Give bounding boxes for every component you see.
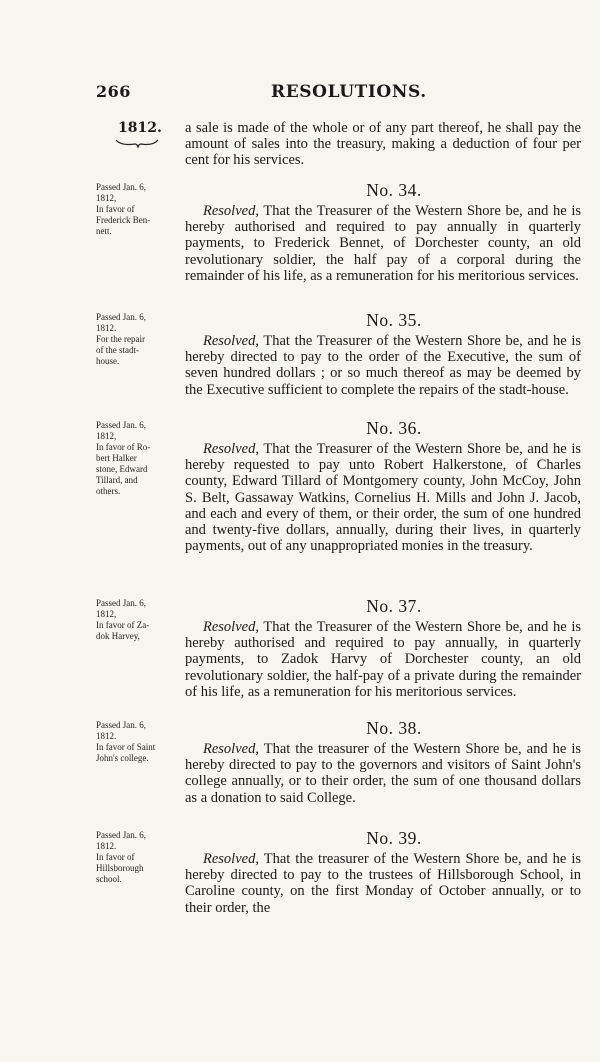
subject-line: bert Halker xyxy=(96,453,137,463)
resolution-heading: No. 35. xyxy=(366,310,422,330)
resolution-text xyxy=(185,203,581,284)
resolved-word: Resolved, xyxy=(203,203,259,219)
resolved-word: Resolved, xyxy=(203,333,259,349)
resolution-text xyxy=(185,741,581,806)
subject-line: Hillsborough xyxy=(96,863,144,873)
subject-line: In favor of Ro- xyxy=(96,442,151,452)
subject-line: school. xyxy=(96,874,122,884)
resolution-heading: No. 36. xyxy=(366,418,422,438)
passed-year: 1812. xyxy=(96,841,117,851)
year-margin-note: 1812. xyxy=(118,120,162,136)
subject-line: In favor of xyxy=(96,204,135,214)
margin-note-38 xyxy=(96,720,180,764)
passed-line: Passed Jan. 6, xyxy=(96,420,146,430)
margin-note-35 xyxy=(96,312,180,367)
margin-note-34 xyxy=(96,182,180,237)
resolution-body: That the Treasurer of the Western Shore be, and he is hereby authorised and required to pay annually, in quarterly payments, to Zadok Harvy of Dorchester county, an old revolutionary soldier, the half-pay of a private during the remainder of his life, as a remuneration for his meritorious services. xyxy=(185,619,581,700)
margin-note-39 xyxy=(96,830,180,885)
margin-note-36 xyxy=(96,420,180,497)
resolution-body: That the Treasurer of the Western Shore be, and he is hereby authorised and required to pay annually in quarterly payments, to Frederick Bennet, of Dorchester county, an old revolutionary soldier, the half pay of a corporal during the remainder of his life, as a remuneration for his meritorious services. xyxy=(185,203,581,284)
passed-line: Passed Jan. 6, xyxy=(96,312,146,322)
resolution-37 xyxy=(185,596,581,700)
resolved-word: Resolved, xyxy=(203,851,259,867)
resolution-35 xyxy=(185,310,581,398)
resolved-word: Resolved, xyxy=(203,741,259,757)
resolution-heading: No. 34. xyxy=(366,180,422,200)
passed-year: 1812, xyxy=(96,193,117,203)
resolution-heading: No. 38. xyxy=(366,718,422,738)
resolution-body: That the treasurer of the Western Shore be, and he is hereby directed to pay to the trustees of Hillsborough School, in Caroline county, on the first Monday of October annually, or to their order, the xyxy=(185,851,581,916)
resolution-text xyxy=(185,619,581,700)
subject-line: Tillard, and xyxy=(96,475,138,485)
passed-year: 1812, xyxy=(96,609,117,619)
resolution-body: That the Treasurer of the Western Shore be, and he is hereby directed to pay to the order of the Executive, the sum of seven hundred dollars ; or so much thereof as may be deemed by the Executive sufficient to complete the repairs of the stadt-house. xyxy=(185,333,581,398)
subject-line: house. xyxy=(96,356,120,366)
resolution-38 xyxy=(185,718,581,806)
resolution-body: That the Treasurer of the Western Shore be, and he is hereby requested to pay unto Robert Halkerstone, of Charles county, Edward Tillard of Montgomery county, John McCoy, John S. Belt, Gassaway Watkins, Cornelius H. Mills and John J. Jacob, and each and every of them, or their order, the sum of one hundred and twenty-five dollars, annually, during their lives, in quarterly payments, out of any unappropriated monies in the treasury. xyxy=(185,441,581,555)
passed-line: Passed Jan. 6, xyxy=(96,830,146,840)
resolution-34 xyxy=(185,180,581,284)
resolution-heading: No. 37. xyxy=(366,596,422,616)
page-number: 266 xyxy=(96,82,131,101)
resolution-39 xyxy=(185,828,581,916)
passed-line: Passed Jan. 6, xyxy=(96,182,146,192)
page-header xyxy=(96,82,566,106)
passed-line: Passed Jan. 6, xyxy=(96,720,146,730)
resolved-word: Resolved, xyxy=(203,441,259,457)
passed-year: 1812. xyxy=(96,323,117,333)
intro-paragraph-block xyxy=(185,120,581,169)
subject-line: For the repair xyxy=(96,334,145,344)
passed-year: 1812. xyxy=(96,731,117,741)
subject-line: nett. xyxy=(96,226,112,236)
subject-line: of the stadt- xyxy=(96,345,139,355)
subject-line: John's college. xyxy=(96,753,149,763)
passed-line: Passed Jan. 6, xyxy=(96,598,146,608)
subject-line: In favor of Za- xyxy=(96,620,150,630)
subject-line: In favor of xyxy=(96,852,135,862)
brace-icon xyxy=(115,138,159,148)
resolved-word: Resolved, xyxy=(203,619,259,635)
subject-line: stone, Edward xyxy=(96,464,148,474)
subject-line: In favor of Saint xyxy=(96,742,156,752)
passed-year: 1812, xyxy=(96,431,117,441)
running-title: RESOLUTIONS. xyxy=(271,82,427,102)
resolution-body: That the treasurer of the Western Shore be, and he is hereby directed to pay to the governors and visitors of Saint John's college annually, or to their order, the sum of one thousand dollars as a donation to said College. xyxy=(185,741,581,806)
intro-text: a sale is made of the whole or of any part thereof, he shall pay the amount of sales into the treasury, making a deduction of four per cent for his services. xyxy=(185,120,581,169)
resolution-heading: No. 39. xyxy=(366,828,422,848)
resolution-text xyxy=(185,851,581,916)
subject-line: others. xyxy=(96,486,121,496)
subject-line: Frederick Ben- xyxy=(96,215,151,225)
subject-line: dok Harvey, xyxy=(96,631,140,641)
resolution-36 xyxy=(185,418,581,554)
margin-note-37 xyxy=(96,598,180,642)
resolution-text xyxy=(185,333,581,398)
resolution-text xyxy=(185,441,581,554)
